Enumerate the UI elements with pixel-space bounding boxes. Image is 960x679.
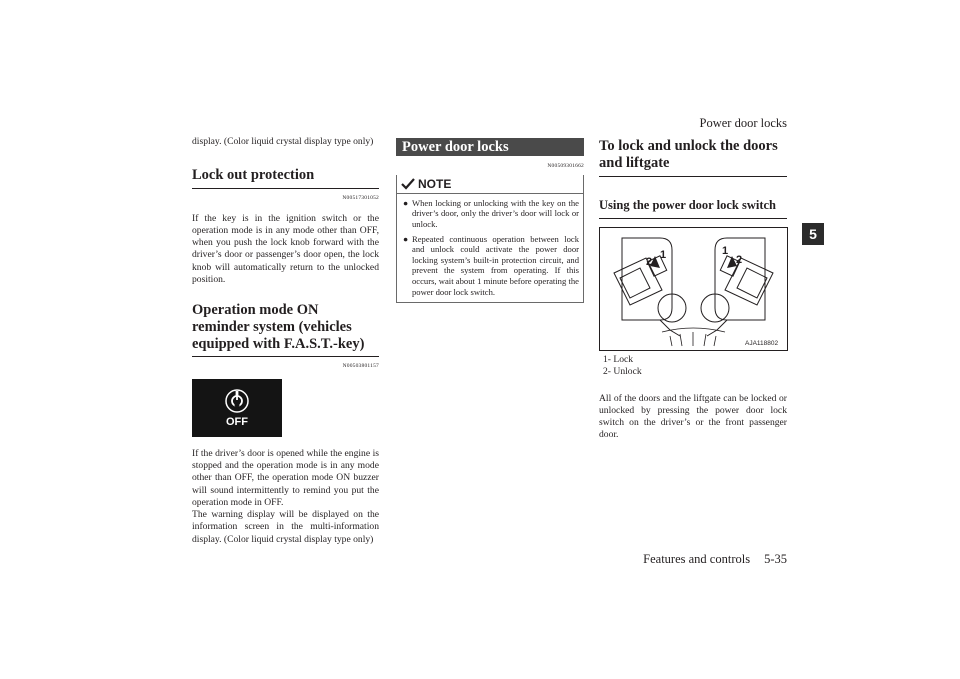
page-number: 5-35: [764, 552, 787, 566]
switch-subheading: Using the power door lock switch: [599, 197, 787, 219]
column-middle: [396, 138, 584, 303]
figure-code: AJA118802: [745, 340, 779, 347]
legend-item-lock: 1- Lock: [603, 354, 634, 365]
page-footer: [629, 552, 787, 567]
door-lock-switch-figure: [599, 227, 788, 351]
figure-label-1: 1: [660, 249, 667, 261]
power-button-icon: [192, 379, 282, 437]
figure-legend: [599, 354, 787, 379]
intro-text: display. (Color liquid crystal display type only): [192, 136, 374, 147]
footer-section: Features and controls: [643, 552, 751, 566]
running-header: Power door locks: [699, 116, 787, 130]
lockout-code: N00517301052: [342, 195, 379, 202]
lock-unlock-heading: To lock and unlock the doors and liftgate: [599, 138, 787, 177]
reminder-code: N00503801157: [342, 363, 379, 370]
column-left: [192, 136, 379, 546]
figure-label-1: 1: [722, 245, 729, 257]
lock-unlock-body: All of the doors and the liftgate can be locked or unlocked by pressing the power door lock switch on the driver’s or the front passenger door.: [599, 392, 787, 441]
bullet-icon: ●: [403, 197, 409, 208]
off-label: OFF: [226, 415, 248, 428]
lockout-heading: Lock out protection: [192, 167, 379, 189]
figure-label-2: 2: [646, 256, 653, 268]
note-text: Repeated continuous operation between lock and unlock could activate the power door locking system’s built-in protection circuit, and prevent the system from operating. If this occurs, wait about 1 minute before operating the power door lock switch.: [412, 233, 579, 297]
note-text: When locking or unlocking with the key on the driver’s door, only the driver’s door will lock or unlock.: [412, 197, 579, 230]
column-right: [599, 138, 787, 442]
chapter-tab: 5: [802, 223, 824, 245]
note-box: [396, 175, 584, 304]
reminder-body-1: If the driver’s door is opened while the engine is stopped and the operation mode is in any mode other than OFF, the operation mode ON buzzer will sound intermittently to remind you put the operation mode in OFF.: [192, 447, 379, 508]
reminder-body-2: The warning display will be displayed on the information screen in the multi-information display. (Color liquid crystal display type only): [192, 509, 379, 545]
note-header: [397, 175, 583, 194]
note-item: [397, 234, 583, 298]
figure-label-2: 2: [736, 254, 743, 266]
bullet-icon: ●: [403, 233, 409, 244]
off-indicator-image: [192, 379, 282, 437]
lockout-body: If the key is in the ignition switch or the operation mode is in any mode other than OFF, when you push the lock knob forward with the driver’s door or passenger’s door open, the lock knob will automatically return to the unlocked position.: [192, 212, 379, 286]
note-item: [397, 198, 583, 230]
check-icon: [401, 178, 415, 190]
power-door-locks-heading: Power door locks: [396, 138, 584, 156]
power-door-locks-code: N00509301662: [547, 163, 584, 170]
door-lock-switch-illustration: [600, 228, 787, 350]
note-label: NOTE: [418, 176, 452, 191]
legend-item-unlock: 2- Unlock: [603, 366, 642, 378]
reminder-heading: Operation mode ON reminder system (vehicles equipped with F.A.S.T.-key): [192, 302, 379, 357]
